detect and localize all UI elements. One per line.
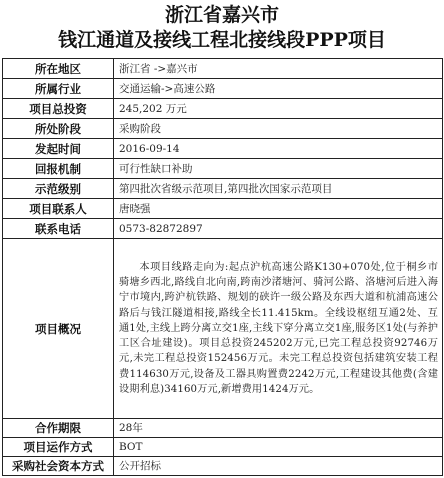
region-label: 所在地区 xyxy=(3,59,114,79)
term-value: 28年 xyxy=(114,419,443,438)
table-row xyxy=(3,119,443,139)
demo-level-label: 示范级别 xyxy=(3,179,114,199)
industry-label: 所属行业 xyxy=(3,79,114,99)
phone-label: 联系电话 xyxy=(3,219,114,239)
industry-value: 交通运输->高速公路 xyxy=(114,79,443,99)
overview-label: 项目概况 xyxy=(3,239,114,419)
table-row xyxy=(3,457,443,476)
operation-mode-value: BOT xyxy=(114,438,443,457)
term-label: 合作期限 xyxy=(3,419,114,438)
table-row xyxy=(3,219,443,239)
demo-level-value: 第四批次省级示范项目,第四批次国家示范项目 xyxy=(114,179,443,199)
start-date-label: 发起时间 xyxy=(3,139,114,159)
contact-person-label: 项目联系人 xyxy=(3,199,114,219)
table-row xyxy=(3,199,443,219)
stage-value: 采购阶段 xyxy=(114,119,443,139)
document-title: 浙江省嘉兴市 xyxy=(164,4,279,26)
overview-text: 本项目线路走向为:起点沪杭高速公路K130+070处,位于桐乡市骑塘乡西北,路线自北向南,跨南沙渚塘河、骑河公路、洛塘河后进入海宁市境内,跨沪杭铁路、规划的硖许一级公路及东西大道和杭浦高速公路后与钱江隧道相接,路线全长11.415km。全线设枢纽互通2处、互通1处,主线上跨分离立交1座,主线下穿分离立交1座,服务区1处(与养护工区合址建设)。项目总投资245202万元,已完工程总投资92746万元,未完工程总投资152456万元。未完工程总投资包括建筑安装工程费114630万元,设备及工器具购置费2242万元,工程建设其他费(含建设期利息)34160万元,新增费用1424万元。 xyxy=(119,262,438,395)
table-row xyxy=(3,79,443,99)
procurement-label: 采购社会资本方式 xyxy=(3,457,114,476)
total-investment-label: 项目总投资 xyxy=(3,99,114,119)
table-row xyxy=(3,419,443,438)
phone-value: 0573-82872897 xyxy=(114,219,443,239)
table-row xyxy=(3,59,443,79)
project-title: 钱江通道及接线工程北接线段PPP项目 xyxy=(58,29,386,51)
table-row xyxy=(3,438,443,457)
start-date-value: 2016-09-14 xyxy=(114,139,443,159)
table-row xyxy=(3,159,443,179)
region-value: 浙江省 ->嘉兴市 xyxy=(114,59,443,79)
table-row xyxy=(3,99,443,119)
return-mechanism-label: 回报机制 xyxy=(3,159,114,179)
table-row xyxy=(3,179,443,199)
total-investment-value: 245,202 万元 xyxy=(114,99,443,119)
stage-label: 所处阶段 xyxy=(3,119,114,139)
overview-value xyxy=(114,239,443,419)
project-info-table xyxy=(2,58,443,476)
table-row xyxy=(3,139,443,159)
contact-person-value: 唐晓强 xyxy=(114,199,443,219)
operation-mode-label: 项目运作方式 xyxy=(3,438,114,457)
procurement-value: 公开招标 xyxy=(114,457,443,476)
table-row xyxy=(3,239,443,419)
return-mechanism-value: 可行性缺口补助 xyxy=(114,159,443,179)
